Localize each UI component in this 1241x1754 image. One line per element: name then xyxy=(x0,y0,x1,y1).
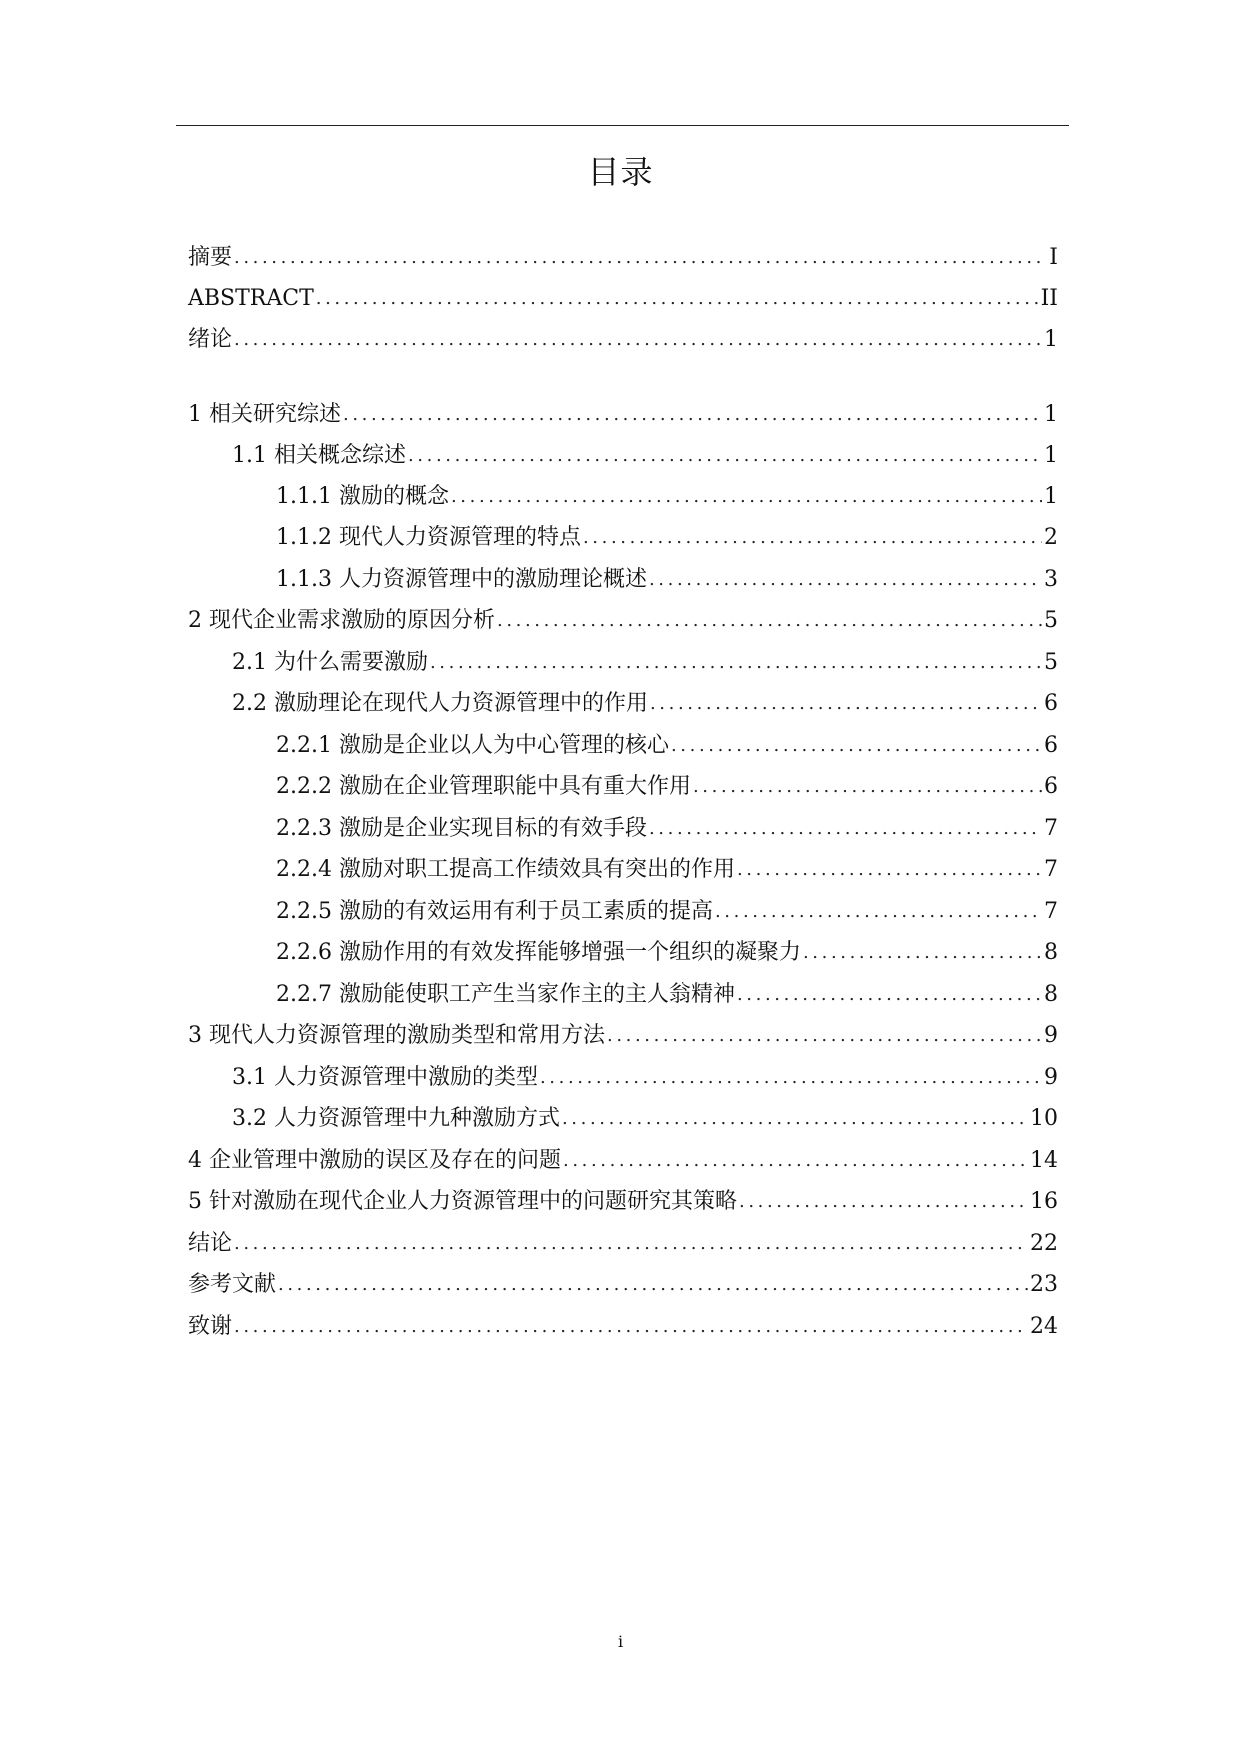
toc-entry-section-1-1-1[interactable] xyxy=(276,477,1058,517)
toc-dot-leader xyxy=(540,1058,1042,1098)
toc-dot-leader xyxy=(451,477,1042,517)
toc-entry-abstract-cn[interactable] xyxy=(188,238,1058,278)
toc-entry-label: 2.2 激励理论在现代人力资源管理中的作用 xyxy=(232,691,648,716)
toc-entry-page: 14 xyxy=(1030,1148,1058,1173)
toc-entry-label: 2.2.2 激励在企业管理职能中具有重大作用 xyxy=(276,774,691,799)
toc-dot-leader xyxy=(715,892,1042,932)
toc-entry-page: 16 xyxy=(1030,1189,1058,1214)
toc-entry-page: 5 xyxy=(1044,650,1058,675)
toc-dot-leader xyxy=(234,1307,1028,1347)
toc-entry-page: 7 xyxy=(1044,899,1058,924)
toc-dot-leader xyxy=(278,1265,1028,1305)
toc-dot-leader xyxy=(234,320,1042,360)
toc-entry-label: 4 企业管理中激励的误区及存在的问题 xyxy=(188,1148,561,1173)
toc-entry-label: 结论 xyxy=(188,1231,233,1256)
toc-dot-leader xyxy=(234,238,1044,278)
toc-entry-page: 9 xyxy=(1044,1023,1058,1048)
toc-entry-section-2-2-3[interactable] xyxy=(276,809,1058,849)
toc-dot-leader xyxy=(583,518,1042,558)
toc-entry-chapter-1[interactable] xyxy=(188,395,1058,435)
toc-dot-leader xyxy=(737,975,1042,1015)
toc-dot-leader xyxy=(739,1182,1028,1222)
toc-dot-leader xyxy=(497,601,1042,641)
toc-entry-references[interactable] xyxy=(188,1265,1058,1305)
toc-entry-label: 1 相关研究综述 xyxy=(188,402,341,427)
toc-dot-leader xyxy=(649,560,1042,600)
toc-entry-label: 致谢 xyxy=(188,1314,233,1339)
toc-entry-label: 2.2.1 激励是企业以人为中心管理的核心 xyxy=(276,733,669,758)
toc-entry-label: 3.2 人力资源管理中九种激励方式 xyxy=(232,1106,560,1131)
toc-entry-section-2-2-6[interactable] xyxy=(276,933,1058,973)
toc-entry-label: 1.1.1 激励的概念 xyxy=(276,484,449,509)
toc-entry-page: 23 xyxy=(1030,1272,1058,1297)
toc-entry-section-2-2-2[interactable] xyxy=(276,767,1058,807)
toc-entry-section-3-2[interactable] xyxy=(232,1099,1058,1139)
toc-entry-label: 3.1 人力资源管理中激励的类型 xyxy=(232,1065,538,1090)
toc-entry-section-3-1[interactable] xyxy=(232,1058,1058,1098)
toc-entry-page: 8 xyxy=(1044,940,1058,965)
toc-dot-leader xyxy=(316,279,1039,319)
toc-dot-leader xyxy=(562,1099,1028,1139)
toc-dot-leader xyxy=(343,395,1042,435)
toc-dot-leader xyxy=(234,1224,1028,1264)
toc-dot-leader xyxy=(737,850,1042,890)
toc-entry-page: 1 xyxy=(1044,327,1058,352)
toc-entry-label: 3 现代人力资源管理的激励类型和常用方法 xyxy=(188,1023,605,1048)
toc-dot-leader xyxy=(650,684,1042,724)
toc-entry-label: 2.2.3 激励是企业实现目标的有效手段 xyxy=(276,816,647,841)
toc-entry-label: 2.2.6 激励作用的有效发挥能够增强一个组织的凝聚力 xyxy=(276,940,801,965)
toc-entry-section-1-1-3[interactable] xyxy=(276,560,1058,600)
toc-entry-page: 1 xyxy=(1044,443,1058,468)
toc-entry-page: 9 xyxy=(1044,1065,1058,1090)
toc-entry-abstract-en[interactable] xyxy=(188,279,1058,319)
toc-dot-leader xyxy=(408,436,1042,476)
toc-entry-page: 7 xyxy=(1044,816,1058,841)
toc-entry-section-2-2-4[interactable] xyxy=(276,850,1058,890)
toc-entry-chapter-3[interactable] xyxy=(188,1016,1058,1056)
toc-entry-section-2-2-5[interactable] xyxy=(276,892,1058,932)
toc-entry-page: 1 xyxy=(1044,484,1058,509)
toc-entry-page: 22 xyxy=(1030,1231,1058,1256)
toc-entry-page: 2 xyxy=(1044,525,1058,550)
toc-entry-page: 7 xyxy=(1044,857,1058,882)
toc-entry-label: 2.2.4 激励对职工提高工作绩效具有突出的作用 xyxy=(276,857,735,882)
toc-dot-leader xyxy=(649,809,1042,849)
toc-entry-acknowledgements[interactable] xyxy=(188,1307,1058,1347)
toc-entry-page: 3 xyxy=(1044,567,1058,592)
toc-entry-label: 2.2.7 激励能使职工产生当家作主的主人翁精神 xyxy=(276,982,735,1007)
toc-entry-introduction[interactable] xyxy=(188,320,1058,360)
toc-entry-label: 1.1.2 现代人力资源管理的特点 xyxy=(276,525,581,550)
toc-dot-leader xyxy=(693,767,1042,807)
toc-title: 目录 xyxy=(587,153,654,191)
toc-entry-label: 1.1.3 人力资源管理中的激励理论概述 xyxy=(276,567,647,592)
toc-entry-conclusion[interactable] xyxy=(188,1224,1058,1264)
toc-entry-section-2-1[interactable] xyxy=(232,643,1058,683)
toc-entry-label: ABSTRACT xyxy=(188,286,314,311)
toc-dot-leader xyxy=(671,726,1042,766)
toc-dot-leader xyxy=(430,643,1042,683)
toc-entry-label: 2.2.5 激励的有效运用有利于员工素质的提高 xyxy=(276,899,713,924)
toc-entry-chapter-2[interactable] xyxy=(188,601,1058,641)
toc-entry-label: 5 针对激励在现代企业人力资源管理中的问题研究其策略 xyxy=(188,1189,737,1214)
toc-dot-leader xyxy=(803,933,1042,973)
toc-entry-label: 2 现代企业需求激励的原因分析 xyxy=(188,608,495,633)
toc-entry-page: 5 xyxy=(1044,608,1058,633)
toc-entry-label: 摘要 xyxy=(188,245,233,270)
toc-entry-label: 绪论 xyxy=(188,327,233,352)
toc-entry-page: 6 xyxy=(1044,691,1058,716)
toc-dot-leader xyxy=(563,1141,1028,1181)
toc-entry-section-1-1[interactable] xyxy=(232,436,1058,476)
toc-entry-page: I xyxy=(1049,245,1058,270)
toc-entry-label: 参考文献 xyxy=(188,1272,277,1297)
toc-entry-label: 2.1 为什么需要激励 xyxy=(232,650,428,675)
toc-entry-page: 24 xyxy=(1030,1314,1058,1339)
toc-entry-page: 8 xyxy=(1044,982,1058,1007)
toc-entry-page: II xyxy=(1040,286,1058,311)
page-number: i xyxy=(617,1632,624,1651)
toc-entry-page: 6 xyxy=(1044,733,1058,758)
toc-entry-section-2-2-7[interactable] xyxy=(276,975,1058,1015)
toc-entry-section-2-2-1[interactable] xyxy=(276,726,1058,766)
toc-entry-section-2-2[interactable] xyxy=(232,684,1058,724)
toc-entry-chapter-4[interactable] xyxy=(188,1141,1058,1181)
toc-entry-chapter-5[interactable] xyxy=(188,1182,1058,1222)
toc-entry-page: 10 xyxy=(1030,1106,1058,1131)
toc-entry-page: 6 xyxy=(1044,774,1058,799)
toc-entry-page: 1 xyxy=(1044,402,1058,427)
toc-dot-leader xyxy=(607,1016,1042,1056)
toc-entry-section-1-1-2[interactable] xyxy=(276,518,1058,558)
toc-entry-label: 1.1 相关概念综述 xyxy=(232,443,406,468)
